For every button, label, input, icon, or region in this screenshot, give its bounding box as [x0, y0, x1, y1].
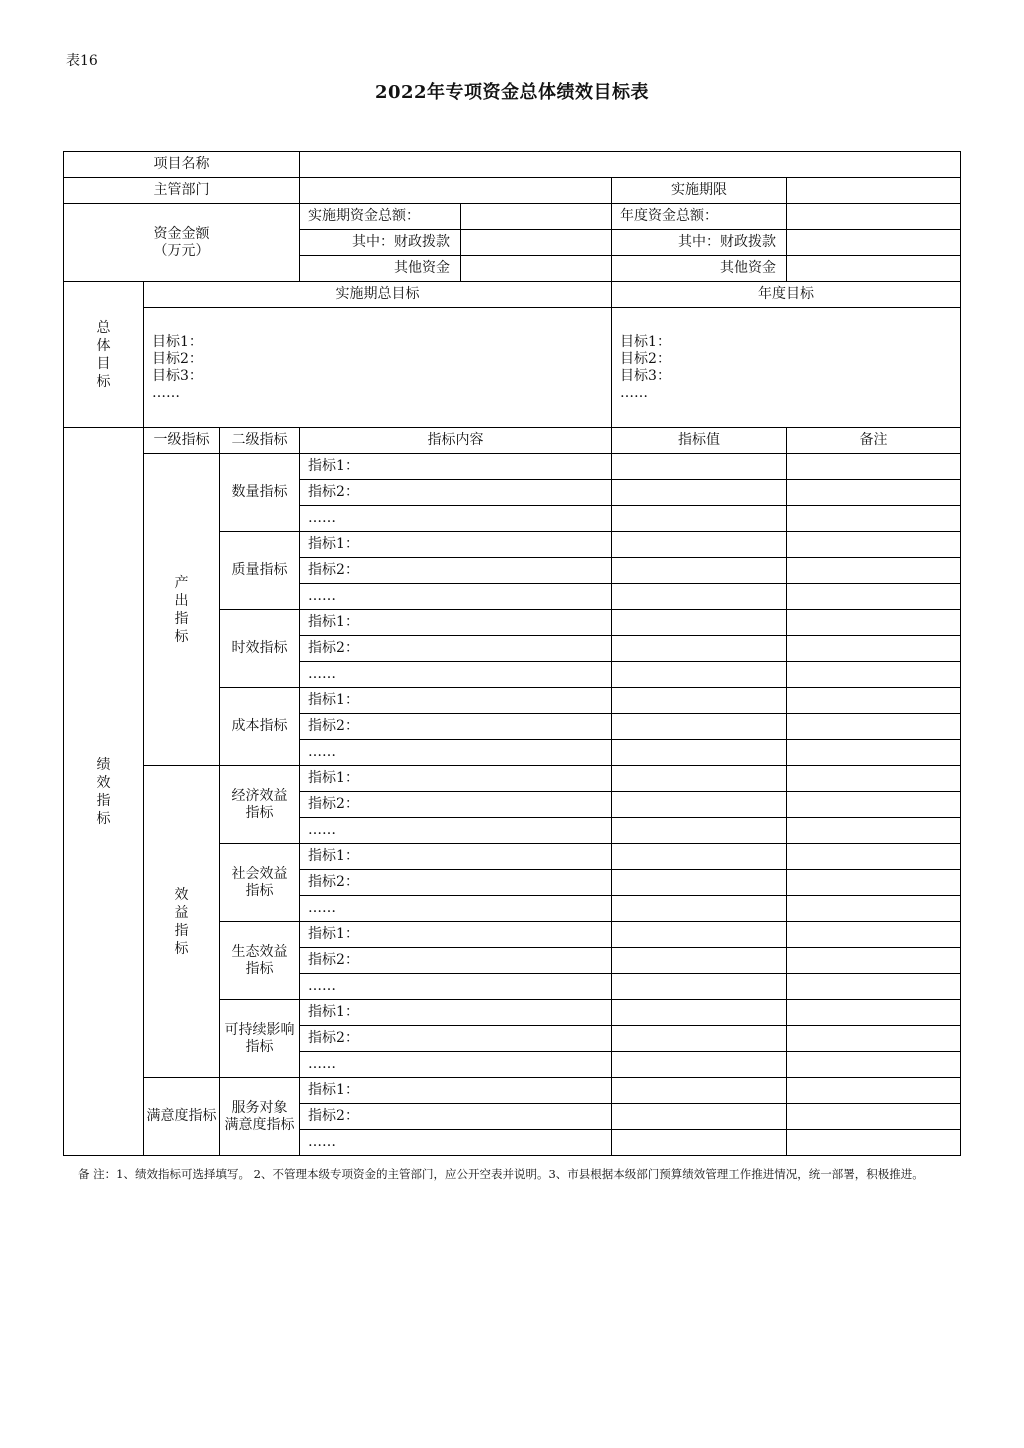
indicator-content-field[interactable]: …… — [300, 506, 612, 532]
level1-indicator: 产出指标 — [144, 454, 220, 766]
annual-fiscal-field[interactable] — [787, 230, 961, 256]
indicator-content-field[interactable]: 指标1： — [300, 1078, 612, 1104]
indicator-remark-field[interactable] — [787, 1078, 961, 1104]
indicator-value-field[interactable] — [612, 844, 787, 870]
indicator-remark-field[interactable] — [787, 922, 961, 948]
indicator-content-field[interactable]: 指标2： — [300, 948, 612, 974]
indicator-value-field[interactable] — [612, 922, 787, 948]
indicator-value-field[interactable] — [612, 948, 787, 974]
indicator-value-field[interactable] — [612, 870, 787, 896]
indicator-remark-field[interactable] — [787, 1130, 961, 1156]
period-fiscal-field[interactable] — [461, 230, 612, 256]
indicator-remark-field[interactable] — [787, 558, 961, 584]
level2-header: 二级指标 — [220, 428, 300, 454]
indicator-value-field[interactable] — [612, 558, 787, 584]
annual-goal-field[interactable] — [612, 308, 961, 428]
indicator-value-field[interactable] — [612, 896, 787, 922]
indicator-remark-field[interactable] — [787, 532, 961, 558]
goal-line: 目标2： — [152, 350, 203, 367]
period-other-field[interactable] — [461, 256, 612, 282]
indicator-content-field[interactable]: 指标2： — [300, 558, 612, 584]
indicator-remark-field[interactable] — [787, 740, 961, 766]
indicator-value-field[interactable] — [612, 1078, 787, 1104]
indicator-content-field[interactable]: 指标1： — [300, 532, 612, 558]
indicator-remark-field[interactable] — [787, 506, 961, 532]
level2-indicator: 生态效益 指标 — [220, 922, 300, 1000]
level1-header: 一级指标 — [144, 428, 220, 454]
annual-other-label: 其他资金 — [612, 256, 787, 282]
department-label: 主管部门 — [64, 178, 300, 204]
indicator-remark-field[interactable] — [787, 1000, 961, 1026]
indicator-content-field[interactable]: …… — [300, 584, 612, 610]
indicator-remark-field[interactable] — [787, 844, 961, 870]
goal-line: …… — [620, 384, 649, 401]
indicator-remark-field[interactable] — [787, 818, 961, 844]
value-header: 指标值 — [612, 428, 787, 454]
remark-header: 备注 — [787, 428, 961, 454]
annual-other-field[interactable] — [787, 256, 961, 282]
indicator-value-field[interactable] — [612, 1104, 787, 1130]
indicator-remark-field[interactable] — [787, 610, 961, 636]
indicator-content-field[interactable]: …… — [300, 1130, 612, 1156]
content-header: 指标内容 — [300, 428, 612, 454]
page-title: 2022年专项资金总体绩效目标表 — [374, 82, 650, 103]
indicator-value-field[interactable] — [612, 1026, 787, 1052]
indicator-row — [64, 454, 961, 480]
indicator-value-field[interactable] — [612, 714, 787, 740]
level2-indicator: 服务对象 满意度指标 — [220, 1078, 300, 1156]
period-other-label: 其他资金 — [300, 256, 461, 282]
indicator-content-field[interactable]: …… — [300, 818, 612, 844]
goal-line: 目标3： — [620, 367, 671, 384]
level2-indicator: 经济效益 指标 — [220, 766, 300, 844]
period-fiscal-label: 其中：财政拨款 — [300, 230, 461, 256]
indicator-content-field[interactable]: 指标1： — [300, 454, 612, 480]
period-field[interactable] — [787, 178, 961, 204]
indicator-remark-field[interactable] — [787, 584, 961, 610]
indicator-value-field[interactable] — [612, 584, 787, 610]
indicator-content-field[interactable]: 指标1： — [300, 766, 612, 792]
indicator-content-field[interactable]: 指标2： — [300, 1104, 612, 1130]
indicator-remark-field[interactable] — [787, 1052, 961, 1078]
level2-indicator: 社会效益 指标 — [220, 844, 300, 922]
level2-indicator: 数量指标 — [220, 454, 300, 532]
indicator-content-field[interactable]: …… — [300, 662, 612, 688]
indicator-content-field[interactable]: 指标2： — [300, 1026, 612, 1052]
indicator-content-field[interactable]: 指标1： — [300, 844, 612, 870]
indicator-content-field[interactable]: …… — [300, 1052, 612, 1078]
indicator-value-field[interactable] — [612, 1000, 787, 1026]
department-field[interactable] — [300, 178, 612, 204]
period-goal-field[interactable] — [144, 308, 612, 428]
goal-line: 目标1： — [152, 333, 203, 350]
indicator-remark-field[interactable] — [787, 974, 961, 1000]
indicator-remark-field[interactable] — [787, 714, 961, 740]
annual-fiscal-label: 其中：财政拨款 — [612, 230, 787, 256]
period-goal-header: 实施期总目标 — [144, 282, 612, 308]
table-number: 表16 — [66, 53, 98, 69]
indicator-content-field[interactable]: …… — [300, 974, 612, 1000]
project-name-field[interactable] — [300, 152, 961, 178]
indicator-content-field[interactable]: 指标1： — [300, 922, 612, 948]
indicator-value-field[interactable] — [612, 662, 787, 688]
indicator-content-field[interactable]: 指标1： — [300, 610, 612, 636]
level1-indicator: 满意度指标 — [144, 1078, 220, 1156]
indicator-row — [64, 766, 961, 792]
indicator-remark-field[interactable] — [787, 1026, 961, 1052]
indicator-remark-field[interactable] — [787, 688, 961, 714]
indicator-remark-field[interactable] — [787, 1104, 961, 1130]
indicator-content-field[interactable]: 指标1： — [300, 688, 612, 714]
footnote: 备 注：1、绩效指标可选择填写。 2、不管理本级专项资金的主管部门，应公开空表并说明。3、市县根据本级部门预算绩效管理工作推进情况，统一部署，积极推进。 — [78, 1167, 924, 1181]
indicator-content-field[interactable]: 指标2： — [300, 714, 612, 740]
fund-amount-label: 资金金额 （万元） — [64, 204, 300, 282]
annual-total-field[interactable] — [787, 204, 961, 230]
indicator-content-field[interactable]: 指标1： — [300, 1000, 612, 1026]
goal-line: 目标1： — [620, 333, 671, 350]
indicator-remark-field[interactable] — [787, 454, 961, 480]
indicator-remark-field[interactable] — [787, 766, 961, 792]
indicator-remark-field[interactable] — [787, 792, 961, 818]
indicator-value-field[interactable] — [612, 454, 787, 480]
indicator-content-field[interactable]: …… — [300, 740, 612, 766]
indicator-value-field[interactable] — [612, 974, 787, 1000]
indicator-value-field[interactable] — [612, 610, 787, 636]
indicator-value-field[interactable] — [612, 636, 787, 662]
indicator-content-field[interactable]: 指标2： — [300, 870, 612, 896]
indicator-value-field[interactable] — [612, 818, 787, 844]
indicator-content-field[interactable]: 指标2： — [300, 792, 612, 818]
indicator-remark-field[interactable] — [787, 662, 961, 688]
overall-goal-label: 总体目标 — [64, 282, 144, 428]
indicator-value-field[interactable] — [612, 1130, 787, 1156]
project-name-label: 项目名称 — [64, 152, 300, 178]
goal-line: 目标2： — [620, 350, 671, 367]
indicator-value-field[interactable] — [612, 792, 787, 818]
level2-indicator: 质量指标 — [220, 532, 300, 610]
indicator-value-field[interactable] — [612, 740, 787, 766]
indicator-remark-field[interactable] — [787, 896, 961, 922]
level1-indicator: 效益指标 — [144, 766, 220, 1078]
indicator-remark-field[interactable] — [787, 948, 961, 974]
performance-indicator-label: 绩效指标 — [64, 428, 144, 1156]
level2-indicator: 成本指标 — [220, 688, 300, 766]
period-total-label: 实施期资金总额： — [300, 204, 461, 230]
goal-line: 目标3： — [152, 367, 203, 384]
level2-indicator: 可持续影响 指标 — [220, 1000, 300, 1078]
indicator-remark-field[interactable] — [787, 480, 961, 506]
indicator-content-field[interactable]: 指标2： — [300, 636, 612, 662]
period-total-field[interactable] — [461, 204, 612, 230]
annual-goal-header: 年度目标 — [612, 282, 961, 308]
annual-total-label: 年度资金总额： — [612, 204, 787, 230]
indicator-remark-field[interactable] — [787, 636, 961, 662]
indicator-content-field[interactable]: …… — [300, 896, 612, 922]
indicator-value-field[interactable] — [612, 1052, 787, 1078]
indicator-value-field[interactable] — [612, 532, 787, 558]
goal-line: …… — [152, 384, 180, 401]
performance-goal-table — [63, 151, 961, 1156]
level2-indicator: 时效指标 — [220, 610, 300, 688]
period-label: 实施期限 — [612, 178, 787, 204]
indicator-value-field[interactable] — [612, 688, 787, 714]
indicator-row — [64, 1078, 961, 1104]
indicator-value-field[interactable] — [612, 506, 787, 532]
indicator-value-field[interactable] — [612, 766, 787, 792]
indicator-content-field[interactable]: 指标2： — [300, 480, 612, 506]
indicator-value-field[interactable] — [612, 480, 787, 506]
indicator-remark-field[interactable] — [787, 870, 961, 896]
